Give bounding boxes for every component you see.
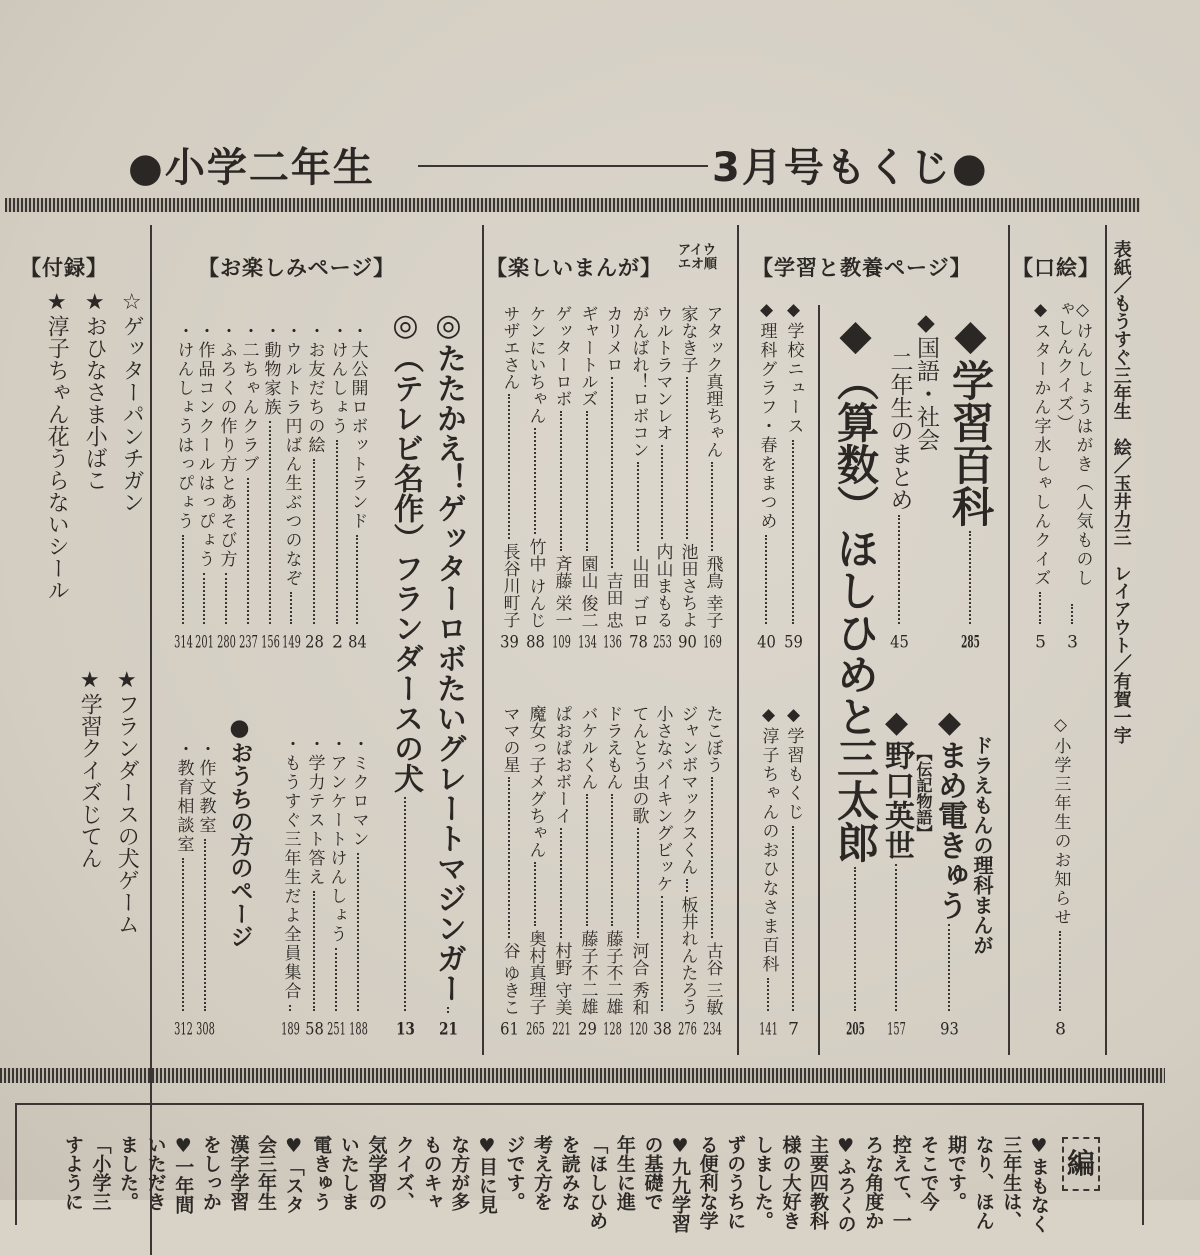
entry-title: ママの星 [499, 705, 520, 773]
cover-credits: 表紙／もうすぐ三年生 絵／玉井力三 レイアウト／有賀一宇 [1110, 240, 1132, 744]
toc-entry[interactable] [173, 740, 194, 1038]
divider [737, 225, 739, 1055]
dot-leader [1039, 592, 1041, 624]
page-number: 276 [678, 1021, 697, 1038]
page-number: 134 [578, 634, 597, 651]
toc-entry[interactable] [280, 735, 301, 1038]
entry-title: ギャートルズ [577, 305, 598, 407]
page-number: 253 [653, 634, 672, 651]
toc-entry[interactable] [651, 705, 673, 1038]
editor-note-line: 三年生は、 [1000, 1135, 1023, 1230]
entry-title: ・大公開ロボットランド [347, 322, 368, 531]
entry-title: ドラえもんの理科まんが [970, 735, 994, 955]
editor-note-line: ました。 [117, 1135, 140, 1211]
editor-note-line: な方が多 [448, 1135, 471, 1211]
toc-entry[interactable] [524, 705, 546, 1038]
toc-entry[interactable] [326, 735, 347, 1038]
entry-title: ◆学習もくじ [783, 705, 804, 822]
toc-entry[interactable] [304, 735, 325, 1038]
page-number: 7 [788, 1021, 799, 1038]
page-number: 308 [196, 1021, 215, 1038]
editor-note-line: なり、ほん [972, 1135, 995, 1230]
toc-entry[interactable] [194, 322, 215, 651]
page-number: 265 [526, 1021, 545, 1038]
feature-entry[interactable] [946, 310, 995, 651]
furoku-item: ★おひなさま小ばこ [82, 290, 108, 491]
feature-entry[interactable] [932, 705, 994, 1038]
toc-entry[interactable] [701, 305, 723, 651]
page-number: 28 [305, 634, 324, 651]
bottom-hatched-bar [0, 1068, 1165, 1083]
page-number: 188 [349, 1021, 368, 1038]
entry-title: ◇小学三年生のお知らせ [1050, 715, 1071, 927]
entry-title: ・作文教室 [195, 740, 216, 835]
dot-leader [204, 839, 206, 1011]
entry-author: 奥村真理子 [525, 930, 546, 1015]
entry-title: ◆理科グラフ・春をまつめ [756, 300, 777, 531]
dot-leader [182, 858, 184, 1011]
entry-author: 藤子不二雄 [602, 930, 623, 1015]
page-number: 84 [348, 634, 367, 651]
entry-title: たこぼう [702, 705, 723, 773]
dot-leader [289, 1005, 291, 1011]
feature-entry[interactable] [886, 310, 939, 651]
otanoshimi-heading: 【お楽しみページ】 [198, 256, 396, 280]
dot-leader [586, 794, 588, 926]
dot-leader [336, 440, 338, 624]
entry-title: カリメロ [602, 305, 623, 373]
feature-entry[interactable] [431, 308, 466, 1038]
dot-leader [637, 462, 639, 551]
feature-entry[interactable] [879, 705, 933, 1038]
entry-title: ◆学校ニュース [783, 300, 804, 436]
entry-author: 吉田 忠 [602, 571, 623, 628]
editor-note-line: 会三年生 [255, 1135, 278, 1211]
dot-leader [404, 797, 406, 1011]
page-number: 221 [552, 1021, 571, 1038]
entry-author: 谷 ゆきこ [499, 941, 520, 1015]
order-note-line2: エオ順 [678, 257, 718, 273]
editor-note-line: 「ほしひめ [586, 1135, 609, 1230]
toc-entry[interactable] [601, 305, 623, 651]
toc-entry[interactable] [651, 305, 673, 651]
entry-title: ウルトラマンレオ [652, 305, 673, 441]
toc-entry[interactable] [524, 305, 546, 651]
entry-author: 村野 守美 [551, 941, 572, 1015]
entry-author: 山田 ゴロ [628, 554, 649, 628]
dot-leader [711, 777, 713, 938]
toc-entry[interactable] [1051, 300, 1093, 651]
dot-leader [182, 535, 184, 624]
dot-leader [637, 828, 639, 938]
toc-entry[interactable] [550, 305, 572, 651]
furoku-item: ☆ゲッターパンチガン [119, 290, 145, 513]
editor-note-line: 主要四教科 [807, 1135, 830, 1230]
page-number: 149 [282, 634, 301, 651]
divider [1105, 225, 1107, 1055]
page-number: 88 [526, 634, 545, 651]
page-number: 136 [603, 634, 622, 651]
toc-entry[interactable] [281, 322, 302, 651]
toc-entry[interactable] [676, 305, 698, 651]
furoku-item: ★学習クイズじてん [77, 668, 103, 869]
manga-order-note [678, 244, 717, 273]
dot-leader [356, 535, 358, 624]
dot-leader [247, 478, 249, 624]
entry-title-line2: ◆まめ電きゅう [932, 705, 967, 920]
toc-entry[interactable] [173, 322, 194, 651]
entry-title: がんばれ！ロボコン [628, 305, 649, 458]
furoku-item: ★フランダースの犬ゲーム [114, 668, 140, 935]
editor-note-line: ♥九九学習 [669, 1135, 692, 1233]
toc-entry[interactable] [195, 740, 216, 1038]
entry-author: 竹中 けんじ [525, 537, 546, 628]
divider [1008, 225, 1010, 1055]
editor-note-line: 「小学三 [89, 1135, 112, 1211]
header-rule [418, 165, 708, 167]
entry-title: ◆（算数）ほしひめと三太郎 [831, 310, 880, 863]
page-number: 90 [678, 634, 697, 651]
furoku-item: ★淳子ちゃん花うらないシール [44, 290, 70, 601]
editor-note-line: ♥一年間 [172, 1135, 195, 1214]
entry-title: ・アンケートけんしょう [326, 735, 347, 944]
entry-title-column [886, 350, 913, 651]
toc-entry[interactable] [676, 705, 698, 1038]
page-number: 280 [217, 634, 236, 651]
editor-note-line: ものキャ [420, 1135, 443, 1211]
dot-leader [269, 421, 271, 624]
toc-entry[interactable] [304, 322, 325, 651]
editor-note-line: しました。 [751, 1135, 774, 1230]
toc-entry[interactable] [348, 735, 369, 1038]
entry-title: 小さなバイキングビッケ [652, 705, 673, 892]
page-number: 2 [332, 634, 343, 651]
header-title-left: ●小学二年生 [128, 145, 375, 191]
dot-leader [895, 864, 897, 1011]
toc-entry[interactable] [1030, 300, 1051, 651]
dot-leader [203, 573, 205, 624]
dot-leader [1059, 931, 1061, 1011]
entry-title-line2: ◆野口英世 [879, 705, 914, 860]
editor-note-line: いたしま [337, 1135, 360, 1211]
toc-entry[interactable] [550, 705, 572, 1038]
page-number: 141 [759, 1021, 778, 1038]
editor-note-line: 電きゅう [310, 1135, 333, 1211]
entry-title: ・けんしょうはっぴょう [173, 322, 194, 531]
page-number: 13 [396, 1021, 415, 1038]
page-number: 120 [629, 1021, 648, 1038]
page-number: 93 [940, 1021, 959, 1038]
page-number: 234 [703, 1021, 722, 1038]
page-number: 29 [578, 1021, 597, 1038]
page-number: 58 [305, 1021, 324, 1038]
entry-title: ・ふろくの作り方とあそび方 [216, 322, 237, 569]
dot-leader [686, 377, 688, 539]
editor-note-line: クイズ、 [393, 1135, 416, 1211]
entry-author: 河合 秀和 [628, 941, 649, 1015]
editor-note-line: すように [61, 1135, 84, 1211]
entry-title: バケルくん [577, 705, 598, 790]
dot-leader [225, 573, 227, 624]
dot-leader [560, 828, 562, 938]
page-number: 40 [757, 634, 776, 651]
entry-title: ・二ちゃんクラブ [238, 322, 259, 474]
entry-title: ◆淳子ちゃんのおひなさま百科 [758, 705, 779, 974]
page-number: 61 [500, 1021, 519, 1038]
entry-title: ・作品コンクールはっぴょう [194, 322, 215, 569]
entry-title: ジャンボマックスくん [677, 705, 698, 875]
page-number: 312 [174, 1021, 193, 1038]
page-number: 157 [887, 1021, 906, 1038]
page-number: 156 [261, 634, 280, 651]
divider [482, 225, 484, 1055]
editor-note-line: を読みな [558, 1135, 581, 1211]
entry-title: ◆国語・社会 [913, 310, 939, 451]
toc-entry[interactable] [327, 322, 348, 651]
editor-note-line: ♥まもなく [1027, 1135, 1050, 1233]
entry-title: ・けんしょう [327, 322, 348, 436]
entry-title: 魔女っ子メグちゃん [525, 705, 546, 858]
page-number: 45 [890, 634, 909, 651]
divider [818, 305, 820, 1055]
editor-note-line: ♥「スタ [282, 1135, 305, 1214]
feature-entry[interactable] [388, 308, 423, 1038]
page-number: 5 [1035, 634, 1046, 651]
dot-leader [313, 459, 315, 624]
editor-note-line: 漢字学習 [227, 1135, 250, 1211]
dot-leader [534, 428, 536, 534]
page-number: 8 [1055, 1021, 1066, 1038]
page-number: 3 [1067, 634, 1078, 651]
furoku-heading: 【付録】 [20, 256, 108, 280]
editor-note-line: ジです。 [503, 1135, 526, 1211]
page-number: 109 [552, 634, 571, 651]
order-note-line1: アイウ [678, 243, 716, 258]
entry-title: てんとう虫の歌 [628, 705, 649, 824]
toc-entry[interactable] [627, 705, 649, 1038]
page-number: 21 [439, 1021, 458, 1038]
entry-author: 園山 俊二 [577, 554, 598, 628]
toc-entry[interactable] [347, 322, 368, 651]
page-number: 78 [629, 634, 648, 651]
page-number: 237 [239, 634, 258, 651]
entry-title: ・学力テスト答え [304, 735, 325, 887]
dot-leader [447, 1007, 449, 1013]
dot-leader [661, 896, 663, 1011]
entry-title: サザエさん [499, 305, 520, 390]
dot-leader [792, 440, 794, 624]
toc-entry[interactable] [260, 322, 281, 651]
editor-note-line: ♥目に見 [475, 1135, 498, 1214]
editor-note-line: る便利な学 [696, 1135, 719, 1230]
editor-note-box [15, 1103, 1144, 1233]
entry-title: ◇けんしょうはがき（人気ものしゃしんクイズ） [1053, 300, 1093, 588]
toc-entry[interactable] [576, 705, 598, 1038]
editor-note-line: 期です。 [945, 1135, 968, 1211]
dot-leader [1071, 604, 1073, 624]
editor-note-line: ずのうちに [724, 1135, 747, 1230]
toc-entry[interactable] [498, 705, 520, 1038]
toc-entry[interactable] [701, 705, 723, 1038]
entry-author: 斉藤 栄一 [551, 554, 572, 628]
page-number: 205 [846, 1021, 865, 1038]
gakushu-heading: 【学習と教養ページ】 [752, 256, 972, 280]
entry-author: 池田さちよ [677, 543, 698, 628]
dot-leader [765, 535, 767, 624]
header-title-right: 3月号もくじ● [712, 145, 989, 191]
dot-leader [898, 515, 900, 624]
editor-note-label: 編 [1062, 1137, 1100, 1191]
page-number: 39 [500, 634, 519, 651]
toc-entry[interactable] [498, 305, 520, 651]
entry-title: ・もうすぐ三年生だよ全員集合 [280, 735, 301, 1001]
entry-title: ◆スターかん字水しゃしんクイズ [1030, 300, 1051, 588]
kuchie-heading: 【口絵】 [1012, 256, 1100, 280]
editor-note-line: 気学習の [365, 1135, 388, 1211]
page-number: 189 [281, 1021, 300, 1038]
feature-entry[interactable] [831, 310, 880, 1038]
editor-note-line: そこで今 [917, 1135, 940, 1211]
editor-note-line: ♥ふろくの [834, 1135, 857, 1233]
editor-note-line: 年生に進 [613, 1135, 636, 1211]
top-hatched-bar [5, 198, 1140, 212]
toc-entry[interactable] [783, 300, 804, 651]
entry-title: ・ミクロマン [348, 735, 369, 849]
toc-entry[interactable] [576, 305, 598, 651]
toc-entry[interactable] [627, 305, 649, 651]
toc-entry[interactable] [601, 705, 623, 1038]
manga-heading: 【楽しいまんが】 [486, 256, 662, 280]
editor-note-line: の基礎で [641, 1135, 664, 1211]
dot-leader [313, 891, 315, 1011]
entry-title: ケンにいちゃん [525, 305, 546, 424]
entry-title-line2: 二年生のまとめ [886, 350, 913, 511]
entry-title: ◆学習百科 [946, 310, 995, 527]
editor-note-line: をしっか [199, 1135, 222, 1211]
dot-leader [686, 879, 688, 892]
family-heading: ●おうちの方のページ [226, 715, 253, 948]
entry-title: ゲッターロボ [551, 305, 572, 407]
entry-title: アタック真理ちゃん [702, 305, 723, 458]
dot-leader [948, 924, 950, 1011]
entry-title: 家なき子 [677, 305, 698, 373]
dot-leader [611, 377, 613, 568]
entry-author: 飛鳥 幸子 [702, 554, 723, 628]
entry-author: 板井れんたろう [677, 896, 698, 1015]
dot-leader [335, 948, 337, 1011]
dot-leader [611, 794, 613, 926]
dot-leader [661, 445, 663, 539]
entry-title: ・動物家族 [260, 322, 281, 417]
dot-leader [969, 531, 971, 624]
page-number: 128 [603, 1021, 622, 1038]
entry-author: 内山まもる [652, 543, 673, 628]
entry-author: 古谷 三敏 [702, 941, 723, 1015]
entry-title: ・ウルトラ円ばん生ぶつのなぞ [281, 322, 302, 588]
entry-title: ◎（テレビ名作）フランダースの犬 [388, 308, 423, 793]
divider [150, 225, 152, 1255]
page-number: 169 [703, 634, 722, 651]
dot-leader [508, 394, 510, 539]
editor-note-line: 様の大好き [779, 1135, 802, 1230]
entry-title-column [932, 705, 967, 1038]
entry-author: 長谷川町子 [499, 543, 520, 628]
editor-note-line: ろな角度か [862, 1135, 885, 1230]
dot-leader [711, 462, 713, 551]
entry-title: ◎たたかえ！ゲッターロボたいグレートマジンガー [431, 308, 466, 1003]
page-number: 59 [784, 634, 803, 651]
dot-leader [792, 826, 794, 1011]
entry-title: ぱおぱおボーイ [551, 705, 572, 824]
page-number: 201 [195, 634, 214, 651]
toc-entry[interactable] [758, 705, 779, 1038]
toc-entry[interactable] [783, 705, 804, 1038]
dot-leader [767, 978, 769, 1011]
entry-title-column [879, 705, 914, 1038]
dot-leader [534, 862, 536, 926]
entry-title: 【伝記物語】 [914, 745, 933, 841]
editor-note-line: 考え方を [531, 1135, 554, 1211]
entry-title: ・教育相談室 [173, 740, 194, 854]
entry-title: ドラえもん [602, 705, 623, 790]
page-number: 38 [653, 1021, 672, 1038]
toc-entry[interactable] [1050, 715, 1071, 1038]
page-number: 285 [961, 634, 980, 651]
dot-leader [357, 853, 359, 1011]
dot-leader [586, 411, 588, 551]
page-number: 251 [327, 1021, 346, 1038]
entry-author: 藤子不二雄 [577, 930, 598, 1015]
toc-entry[interactable] [216, 322, 237, 651]
toc-entry[interactable] [238, 322, 259, 651]
editor-note-line: いただき [144, 1135, 167, 1211]
editor-note-line: 控えて、一 [889, 1135, 912, 1230]
toc-entry[interactable] [756, 300, 777, 651]
dot-leader [854, 867, 856, 1011]
dot-leader [560, 411, 562, 551]
dot-leader [508, 777, 510, 938]
page-number: 314 [174, 634, 193, 651]
dot-leader [290, 592, 292, 624]
entry-title: ・お友だちの絵 [304, 322, 325, 455]
